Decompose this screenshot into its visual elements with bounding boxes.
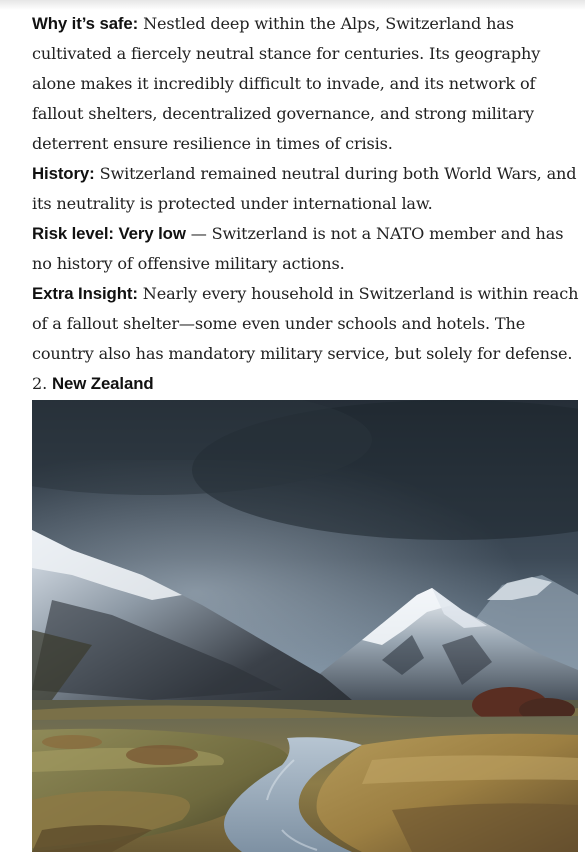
article-body [32, 9, 582, 399]
paragraph-why-safe [32, 9, 582, 159]
paragraph-extra-insight [32, 279, 582, 369]
why-safe-label: Why it’s safe: [32, 14, 139, 33]
extra-insight-text: Nearly every household in Switzerland is within reach of a fallout shelter—some even under schools and hotels. The country also has mandatory military service, but solely for defense. [32, 284, 579, 363]
list-heading-new-zealand [32, 369, 582, 399]
paragraph-history [32, 159, 582, 219]
mountain-valley-photo [32, 400, 578, 852]
history-label: History: [32, 164, 95, 183]
list-title: New Zealand [52, 374, 154, 393]
history-text: Switzerland remained neutral during both World Wars, and its neutrality is protected under international law. [32, 164, 577, 213]
risk-level-text: — Switzerland is not a NATO member and has no history of offensive military actions. [32, 224, 564, 273]
paragraph-risk-level [32, 219, 582, 279]
extra-insight-label: Extra Insight: [32, 284, 138, 303]
list-number: 2. [32, 374, 48, 393]
landscape-image [32, 400, 578, 852]
why-safe-text: Nestled deep within the Alps, Switzerland has cultivated a fiercely neutral stance for centuries. Its geography alone makes it incredibly difficult to invade, and its network of fallout shelters, decentralized governance, and strong military deterrent ensure resilience in times of crisis. [32, 14, 541, 153]
risk-level-label: Risk level: Very low [32, 224, 186, 243]
